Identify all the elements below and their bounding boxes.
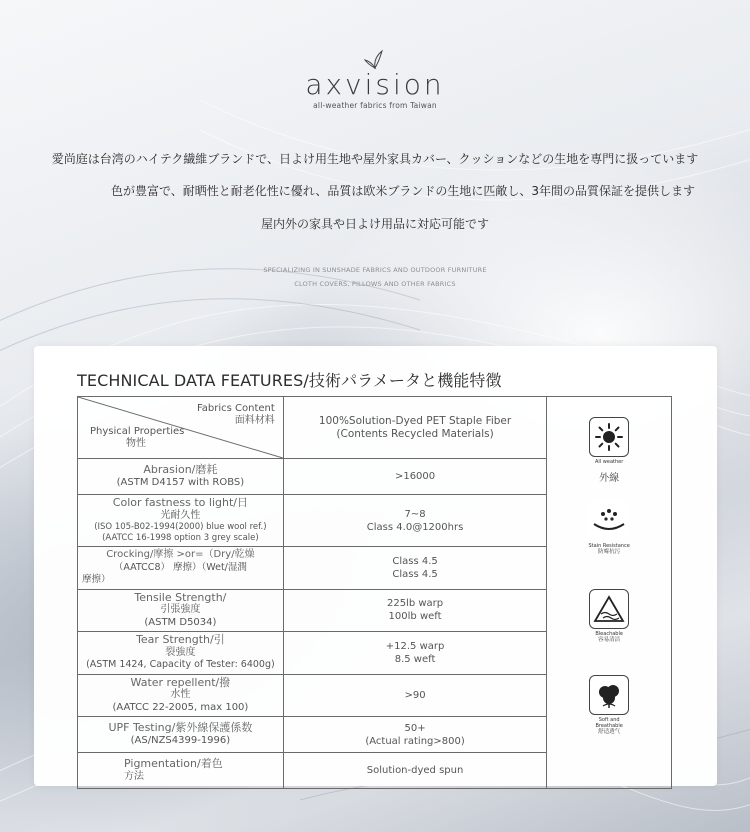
- value-line-2: 8.5 weft: [394, 653, 436, 665]
- intro-subtext-2: CLOTH COVERS, PILLOWS AND OTHER FABRICS: [294, 280, 456, 288]
- value-line-2: (Actual rating>800): [365, 735, 465, 747]
- property-name: Abrasion/磨耗: [143, 463, 218, 476]
- value-cell: [283, 674, 547, 717]
- property-standard: (ASTM D4157 with ROBS): [116, 476, 245, 488]
- physical-properties-en: Physical Properties: [90, 426, 185, 437]
- property-cell: [78, 717, 284, 753]
- feature-label: All weather: [595, 459, 624, 465]
- property-name: Tensile Strength/: [134, 590, 227, 604]
- fabric-content-value: [283, 397, 547, 459]
- property-standard: (ISO 105-B02-1994(2000) blue wool ref.) (AATCC 16-1998 option 3 grey scale): [94, 522, 267, 543]
- brand-name: axvision: [305, 68, 445, 101]
- property-name: Water repellent/撥: [130, 675, 231, 689]
- intro-line-1: 愛尚庭は台湾のハイテク繊維ブランドで、日よけ用生地や屋外家具カバー、クッションなどの生地を専門に扱っています: [51, 152, 699, 166]
- specs-table: [77, 396, 672, 789]
- value-line-1: 225lb warp: [386, 598, 444, 610]
- value-line-1: Class 4.5: [392, 555, 438, 567]
- intro-line-2: 色が豊富で、耐晒性と耐老化性に優れ、品質は欧米ブランドの生地に匹敵し、3年間の品質保証を提供します: [110, 184, 696, 198]
- fabric-content-line-1: 100%Solution-Dyed PET Staple Fiber: [318, 414, 512, 427]
- property-name: Pigmentation/着色: [124, 757, 223, 770]
- feature-stain-resistance: [547, 501, 671, 556]
- property-name-cont: 方法: [124, 770, 144, 782]
- value-cell: [283, 589, 547, 632]
- physical-properties-label: [90, 426, 184, 450]
- value-cell: [283, 632, 547, 675]
- fabric-content-line-2: (Contents Recycled Materials): [336, 427, 494, 440]
- value-line-2: 100lb weft: [388, 611, 442, 623]
- table-header-row: [78, 397, 672, 459]
- value-cell: [283, 547, 547, 590]
- stain-resistance-icon: [589, 501, 629, 541]
- property-name: Crocking/摩擦 >or=（Dry/乾燥: [106, 549, 255, 560]
- value-line-1: 50+: [404, 722, 426, 734]
- fabrics-content-label: [197, 403, 275, 427]
- value-cell: [283, 753, 547, 789]
- feature-label-cn: 外線: [599, 473, 620, 484]
- property-cell: [78, 547, 284, 590]
- value-cell: [283, 717, 547, 753]
- features-column: [547, 397, 672, 789]
- value-line-1: >90: [404, 689, 426, 701]
- property-name: UPF Testing/紫外線保護係数: [108, 721, 253, 734]
- feature-label-cn: 防霉抗污: [598, 549, 621, 555]
- intro-subtext-1: SPECIALIZING IN SUNSHADE FABRICS AND OUTDOOR FURNITURE: [263, 266, 487, 274]
- feature-bleachable: [547, 589, 671, 644]
- property-cell: [78, 495, 284, 547]
- property-name: Color fastness to light/日: [112, 496, 248, 509]
- property-standard: (AATCC 22-2005, max 100): [112, 701, 249, 713]
- feature-soft-breathable: [547, 675, 671, 736]
- property-name: Tear Strength/引: [136, 633, 225, 646]
- property-name-cont: 摩擦）: [82, 574, 111, 585]
- property-cell: [78, 589, 284, 632]
- fabrics-content-en: Fabrics Content: [196, 403, 275, 414]
- technical-data-card: [34, 346, 717, 786]
- property-cell: [78, 459, 284, 495]
- value-line-1: 7~8: [404, 508, 426, 520]
- physical-properties-cn: 物性: [126, 438, 146, 449]
- feature-label: Stain Resistance: [588, 543, 630, 549]
- value-line-2: Class 4.5: [392, 568, 438, 580]
- property-name-cont: 光耐久性: [160, 509, 201, 521]
- brand-tagline: all-weather fabrics from Taiwan: [313, 101, 437, 110]
- property-cell: [78, 632, 284, 675]
- value-line-1: Solution-dyed spun: [366, 765, 464, 776]
- sun-icon: [589, 417, 629, 457]
- cotton-icon: [589, 675, 629, 715]
- value-cell: [283, 495, 547, 547]
- fabrics-content-cn: 面料材料: [234, 415, 275, 426]
- intro-line-3: 屋内外の家具や日よけ用品に対応可能です: [260, 217, 489, 231]
- brand-logo: [0, 48, 750, 110]
- property-cell: [78, 753, 284, 789]
- property-name-cont: 裂強度: [165, 646, 196, 658]
- property-name-cont: 水性: [170, 689, 191, 700]
- feature-all-weather: [547, 417, 671, 484]
- feature-label: Soft and Breathable: [595, 717, 623, 729]
- property-standard: (AS/NZS4399-1996): [130, 734, 231, 746]
- property-standard: （AATCC8） 摩擦）（Wet/湿潤: [113, 561, 247, 573]
- value-cell: [283, 459, 547, 495]
- header-corner-cell: [78, 397, 284, 459]
- bleachable-icon: [589, 589, 629, 629]
- feature-label: Bleachable: [595, 631, 623, 637]
- value-line-2: Class 4.0@1200hrs: [366, 521, 464, 533]
- feature-label-cn: 容易清洁: [598, 637, 621, 643]
- value-line-1: +12.5 warp: [385, 640, 445, 652]
- value-line-1: >16000: [394, 471, 436, 482]
- leaf-icon: [360, 48, 390, 70]
- property-cell: [78, 674, 284, 717]
- feature-label-cn: 舒适透气: [598, 729, 621, 735]
- card-title: TECHNICAL DATA FEATURES/技術パラメータと機能特徴: [77, 371, 502, 390]
- property-standard: (ASTM 1424, Capacity of Tester: 6400g): [86, 659, 275, 670]
- property-standard: (ASTM D5034): [144, 616, 217, 628]
- property-name-cont: 引張強度: [160, 604, 201, 615]
